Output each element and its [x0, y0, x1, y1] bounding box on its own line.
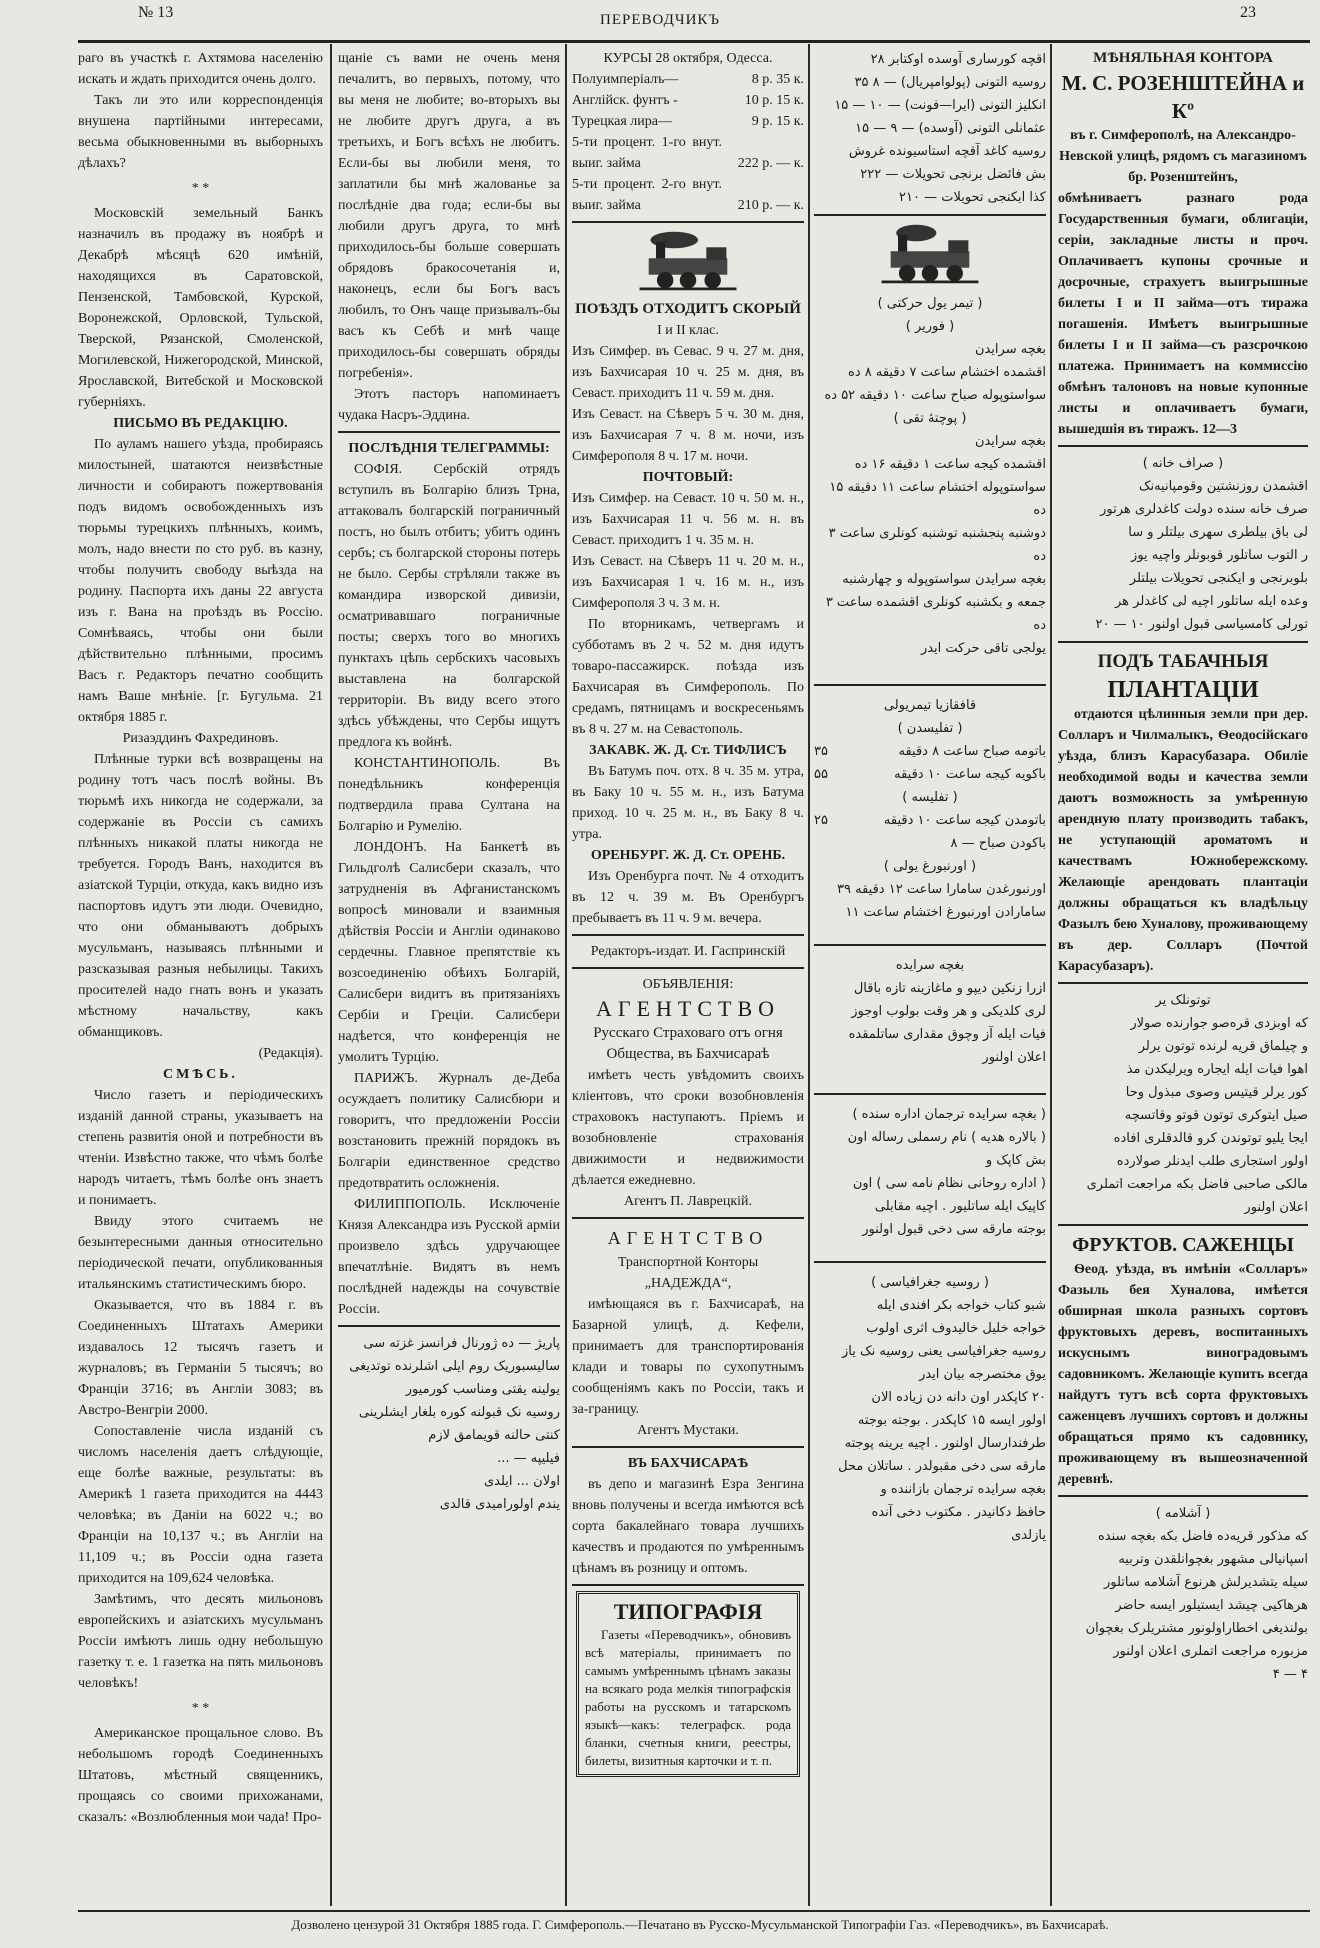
shop-text: въ депо и магазинѣ Езра Зенгина вновь получены и всегда имѣются всѣ сорта бакалейнаго товара лучшихъ качествъ и продаются по умѣреннымъ цѣнамъ въ розницу и оптомъ. — [572, 1477, 804, 1576]
tiflis-title: ЗАКАВК. Ж. Д. Ст. ТИФЛИСЪ — [589, 743, 787, 758]
ar-line: اولور استجاری طلب ایدنلر صولارده — [1116, 1154, 1308, 1169]
ad-title: М. С. РОЗЕНШТЕЙНА и Кº — [1061, 71, 1305, 123]
ar-line: روسیه التونی (پولوامپریال) — ۸ ۳۵ — [854, 75, 1046, 90]
train-class: I и II клас. — [657, 323, 719, 338]
ar-line: خواجه خلیل خالیدوف اثری اولوب — [866, 1321, 1046, 1336]
agency-name: „НАДЕЖДА“, — [644, 1276, 732, 1291]
ar-line: بغچه سرایده ترجمان بازاننده و — [880, 1482, 1046, 1497]
column-divider — [1050, 44, 1052, 1906]
ar-line: بغچه سرایدن — [974, 434, 1046, 449]
rate-name: Турецкая лира— — [572, 114, 672, 129]
postal-schedule: Изъ Севаст. на Сѣверъ 11 ч. 20 м. н., изъ Бахчисарая 1 ч. 16 м. н., изъ Симферополя 3 ч. 3 м. н. — [572, 554, 804, 611]
divider — [338, 1325, 560, 1327]
ar-row — [814, 740, 1046, 763]
ar-line: ازرا زنکین دیپو و ماغازینه تازه باقال — [853, 981, 1046, 996]
agency-sign: Агентъ Мустаки. — [637, 1423, 739, 1438]
divider — [572, 934, 804, 936]
ar-line: سیله یتشدیرلش هرنوع آشلامه ساتلور — [1104, 1575, 1308, 1590]
article-text: Замѣтимъ, что десять мильоновъ европейскихъ и азіатскихъ мусульманъ Россіи имѣютъ лишь одну небольшую газетку т. е. 1 газетка на пять мильоновъ человѣкъ! — [78, 1592, 323, 1691]
rate-value: 10 р. 15 к. — [744, 93, 804, 108]
agency-subtitle: Транспортной Конторы — [617, 1255, 759, 1270]
ar-line: باتومه صباح ساعت ۸ دقیقه — [898, 744, 1046, 759]
ar-line: عثمانلی التونی (آوسده) — ۹ — ۱۵ — [855, 121, 1046, 136]
ar-num: ۵۵ — [814, 767, 828, 782]
divider — [814, 684, 1046, 686]
postal-title: ПОЧТОВЫЙ: — [642, 470, 734, 485]
ad-title: ПОДЪ ТАБАЧНЫЯ — [1097, 651, 1269, 672]
ar-line: اورنبورغدن سامارا ساعت ۱۲ دقیقه ۳۹ — [837, 882, 1046, 897]
ar-line: یوق مختصرجه بیان ایدر — [919, 1367, 1046, 1382]
telegram: ФИЛИППОПОЛЬ. Исключеніе Князя Александра изъ Русской арміи произвело здѣсь удручающее впечатлѣніе. Видятъ въ немъ послѣдней надежды на сочувствіе Россіи. — [338, 1197, 560, 1317]
rate-value: 9 р. 15 к. — [751, 114, 804, 129]
divider — [572, 221, 804, 223]
locomotive-icon — [875, 222, 985, 286]
ar-ad — [1058, 989, 1308, 1219]
ar-line: مالکی صاحبی فاضل بکه مراجعت اتملری — [1086, 1177, 1308, 1192]
column-divider — [565, 44, 567, 1906]
ar-line: انکلیز التونی (ایرا—فونت) — ۱۰ — ۱۵ — [834, 98, 1046, 113]
ar-line: ( پوچتهٔ تقی ) — [893, 411, 967, 426]
ar-line: ( بغچه سرایده ترجمان اداره سنده ) — [852, 1107, 1046, 1122]
ar-line: اقشمدن روزنشتین وقومپانیه‌نک — [1138, 479, 1308, 494]
telegram: КОНСТАНТИНОПОЛЬ. Въ понедѣльникъ конференція подтвердила права Султана на Болгарію и Румелію. — [338, 756, 560, 834]
ar-line: روسیه نک قبولنه کوره بلغار ایشلرینی — [358, 1405, 560, 1420]
telegram: ЛОНДОНЪ. На Банкетѣ въ Гильдголѣ Салисбери сказалъ, что затрудненія въ Афганистанскомъ вопросѣ миновали и взаимныя дѣйствія Россіи и Англіи одинаково сердечны. Главное препятствіе къ возсоединенію обѣихъ Болгарій, Салисбери видитъ въ притязаніяхъ Сербіи и Греціи. Салисбери надѣется, что конференція не умолитъ Турцію. — [338, 840, 560, 1065]
ar-heading: ( تیمر یول حرکتی ) — [877, 296, 983, 311]
ar-heading: قافقازیا تیمریولی — [883, 698, 977, 713]
ar-heading: توتونلک یر — [1155, 993, 1211, 1008]
divider — [572, 1446, 804, 1448]
ad-title: МѢНЯЛЬНАЯ КОНТОРА — [1093, 50, 1273, 66]
train-title: ПОѢЗДЪ ОТХОДИТЪ СКОРЫЙ — [575, 301, 801, 317]
ar-ad — [1058, 1502, 1308, 1686]
divider — [814, 944, 1046, 946]
rate-row — [572, 69, 804, 90]
ar-line: ( بالاره هدیه ) نام رسملی رساله اون — [847, 1130, 1046, 1145]
ar-line: اولان ... ایلدی — [483, 1474, 560, 1489]
article-text: Плѣнные турки всѣ возвращены на родину тотъ часъ послѣ войны. Въ тюрьмѣ ихъ никогда не содержали, за содержаніе въ Россіи съ самихъ плѣнныхъ никакой платы никогда не требуется. Городъ Ванъ, находится въ азіатской Турціи, откуда, какъ видно изъ паспортовъ идутъ эти люди. Очевидно, что они обманываютъ добрыхъ мусульманъ, называясь плѣнными и разсказывая разныя небылицы. Такихъ просителей надо гнать вонъ и указать мѣстному начальству, какъ обманщиковъ. — [78, 752, 323, 1040]
issue-number: № 13 — [138, 4, 174, 21]
ar-line: کنتی حالنه قویمامق لازم — [428, 1428, 560, 1443]
column-2 — [338, 48, 560, 1516]
ar-heading: ( تفلیسدن ) — [897, 721, 963, 736]
ad-text: отдаются цѣлинныя земли при дер. Солларъ и Чилмалыкъ, Ѳеодосійскаго уѣзда, близъ Карасубазара. Обиліе необходимой воды и качества земли даютъ возможность за умѣренную арендную плату производить табакъ, не уступающій ароматомъ и качествамъ Южнобережскому. Желающіе арендовать плантаціи должны обращаться къ владѣльцу Фазылъ бею Хуналову, проживающему въ дер. Солларъ (Почтой Карасубазаръ). — [1058, 707, 1308, 974]
divider — [1058, 1495, 1308, 1497]
ar-line: لی باق بیلطری سهری بیلتلر و سا — [1128, 525, 1308, 540]
agency-text: имѣющаяся въ г. Бахчисараѣ, на Базарной улицѣ, д. Кефели, принимаетъ для транспортированія клади и товары по сухопутнымъ сообщеніямъ какъ по Россіи, такъ и за-границу. — [572, 1297, 804, 1417]
shop-title: ВЪ БАХЧИСАРАѢ — [627, 1456, 749, 1471]
article-text: Американское прощальное слово. Въ небольшомъ городѣ Соединенныхъ Штатовъ, мѣстный священникъ, прощаясь со своими прихожанами, сказалъ: «Возлюбленныя мои чада! Про- — [78, 1726, 323, 1825]
ar-line: که مذکور قریه‌ده فاضل بکه بغچه سنده — [1097, 1529, 1308, 1544]
ar-line: بغچه سرایدن — [974, 342, 1046, 357]
telegram: ПАРИЖЪ. Журналъ де-Деба осуждаетъ политику Салисбюри и говоритъ, что предложеніи Россіи возстановить прежній порядокъ въ Болгаріи единственное средство предотвратить осложненія. — [338, 1071, 560, 1191]
divider — [1058, 1224, 1308, 1226]
divider — [1058, 982, 1308, 984]
ar-row — [814, 763, 1046, 786]
editor-line: Редакторъ-издат. И. Гаспринскій — [590, 944, 786, 959]
agency-subtitle: Русскаго Страховаго отъ огня Общества, въ Бахчисараѣ — [593, 1025, 783, 1062]
postal-schedule: По вторникамъ, четвергамъ и субботамъ въ 2 ч. 52 м. дня идутъ товаро-пассажирск. поѣзда изъ Бахчисарая въ Симферополь. По средамъ, пятницамъ и воскресеньямъ въ 8 ч. 27 м. на Севастополь. — [572, 617, 804, 737]
ar-line: جمعه و بکشنبه کونلری اقشمده ساعت ۳ ده — [825, 595, 1046, 633]
telegram: СОФІЯ. Сербскій отрядъ вступилъ въ Болгарію близъ Трна, аттаковалъ болгарскій пограничный постъ, но былъ отбитъ; убитъ одинъ сербъ; съ болгарской стороны потерь не было. Сербы стрѣляли также въ командира изворской дивизіи, осматривавшаго пограничные посты; сверхъ того во многихъ пунктахъ цѣпь сербскихъ часовыхъ выставлена на болгарской территоріи. Въ виду всего этого здѣсь убѣждены, что Сербы ищутъ предлога къ войнѣ. — [338, 462, 560, 750]
ar-line: حافظ دکانیدر . مکتوب دخی آنده — [871, 1505, 1046, 1520]
ar-heading: ( تفلیسه ) — [902, 790, 958, 805]
divider — [814, 1261, 1046, 1263]
ar-line: بش کاپک و — [985, 1153, 1046, 1168]
ad-title: ФРУКТОВ. САЖЕНЦЫ — [1072, 1234, 1294, 1256]
ar-line: باکویه کیجه ساعت ۱۰ دقیقه — [894, 767, 1046, 782]
divider — [572, 1584, 804, 1586]
column-3 — [572, 48, 804, 1781]
divider — [814, 1093, 1046, 1095]
rate-row — [572, 132, 804, 174]
rates-title: КУРСЫ 28 октября, Одесса. — [603, 51, 773, 66]
column-1 — [78, 48, 323, 1828]
train-schedule: Изъ Севаст. на Сѣверъ 5 ч. 30 м. дня, изъ Бахчисарая 7 ч. 8 м. ночи, изъ Симферополя 8 ч. 17 м. ночи. — [572, 407, 804, 464]
ar-line: لری کلدیکی و هر وقت بولوب اوجوز — [851, 1004, 1046, 1019]
rate-name: Полуимперіалъ— — [572, 72, 679, 87]
column-divider — [330, 44, 332, 1906]
orenburg-schedule: Изъ Оренбурга почт. № 4 отходитъ въ 12 ч. 39 м. Въ Оренбургъ пребываетъ въ 11 ч. 9 м. вечера. — [572, 869, 804, 926]
ar-line: روسیه جغرافیاسی یعنی روسیه نک یاز — [841, 1344, 1046, 1359]
ar-line: ۲۰ کاپکدر اون دانه دن زیاده الان — [871, 1390, 1046, 1405]
ar-line: صرف خانه سنده دولت کاغدلری هرتور — [1100, 502, 1308, 517]
typography-text: Газеты «Переводчикъ», обновивъ всѣ матеріалы, принимаетъ по самымъ умѣреннымъ цѣнамъ заказы на всякаго рода мелкія типографскія работы на русскомъ и татарскомъ языкѣ—какъ: телеграфск. рода бланки, счетныя книги, реестры, билеты, визитныя карточки и т. п. — [585, 1627, 791, 1768]
ar-heading: ( روسیه جغرافیاسی ) — [871, 1275, 989, 1290]
page-number: 23 — [1240, 4, 1256, 21]
column-4 — [814, 48, 1046, 1547]
article-text: Московскій земельный Банкъ назначилъ въ продажу въ ноябрѣ и Декабрѣ мѣсяцѣ 620 имѣній, находящихся въ Саратовской, Пензенской, Тамбовской, Курской, Воронежской, Орловской, Тульской, Тверской, Рязанской, Смоленской, Могилевской, Нижегородской, Минской, Ярославской, Витебской и Московской губерніяхъ. — [78, 206, 323, 410]
ar-line: طرفندارسال اولنور . اچیه یرینه پوجته — [844, 1436, 1046, 1451]
article-text: По ауламъ нашего уѣзда, пробираясь милостыней, шатаются неизвѣстные личности и собираютъ пожертвованія подъ видомъ освобожденныхъ изъ тюрьмы турецкихъ плѣнныхъ, коимъ, молъ, надо внести по сто руб. въ казну, чтобы получить свободу выѣзда на родину. Паспорта ихъ даны 22 августа изъ г. Вана на проѣздъ въ Россію. Сомнѣваясь, чтобы они были дѣйствительно плѣнными, просимъ Васъ г. Редакторъ печатно сообщить намъ Ваше мнѣніе. [г. Бугульма. 21 октября 1885 г. — [78, 437, 323, 725]
ar-line: اقشمده کیجه ساعت ۱ دقیقه ۱۶ ده — [854, 457, 1046, 472]
ar-line: ( اداره روحانی نظام نامه سی ) اون — [852, 1176, 1046, 1191]
rate-value: 210 р. — к. — [737, 198, 804, 213]
ar-line: پاریژ — ده ژورنال فرانسز غزته سی — [363, 1336, 560, 1351]
censorship-footer: Дозволено цензурой 31 Октября 1885 года. Г. Симферополь.—Печатано въ Русско-Мусульманской Типографіи Газ. «Переводчикъ», въ Бахчисараѣ. — [291, 1917, 1109, 1932]
article-text: Этотъ пасторъ напоминаетъ чудака Насръ-Эддина. — [338, 387, 560, 423]
article-text: Сопоставленіе числа изданій съ числомъ населенія даетъ слѣдующіе, еще болѣе важные, результаты: въ Америкѣ 1 газета приходится на 4443 человѣка; въ Даніи на 6022 ч.; во Франціи на 10,137 ч.; въ Англіи на 11,109 ч.; въ Россіи одна газета приходится на 109,624 человѣка. — [78, 1424, 323, 1586]
ar-line: یولجی تاقی حرکت ایدر — [920, 641, 1046, 656]
ar-num: ۲۵ — [814, 813, 828, 828]
column-divider — [808, 44, 810, 1906]
article-text: Число газетъ и періодическихъ изданій данной страны, указываетъ на степень развитія оной и потребности въ чтеніи. Извѣстно также, что чѣмъ болѣе народъ читаетъ, тѣмъ болѣе онъ знаетъ и понимаетъ. — [78, 1088, 323, 1208]
ar-heading: ( صراف خانه ) — [1142, 456, 1224, 471]
ar-line: اقشمده اختشام ساعت ۷ دقیقه ۸ ده — [848, 365, 1046, 380]
agency-title: АГЕНТСТВО — [595, 996, 781, 1021]
ar-line: فیات ایله آز وچوق مقداری ساتلمقده — [848, 1027, 1046, 1042]
ar-row — [814, 809, 1046, 832]
agency-title: АГЕНТСТВО — [607, 1228, 769, 1248]
rate-row — [572, 90, 804, 111]
article-text: Ввиду этого считаемъ не безынтересными данныя относительно періодической печати, опубликованныя итальянскимъ статистическимъ бюро. — [78, 1214, 323, 1292]
rate-name: 5-ти процент. 1-го внут. выиг. займа — [572, 135, 722, 171]
ads-title: ОБЪЯВЛЕНІЯ: — [642, 977, 734, 992]
ar-line: تورلی کامسیاسی قبول اولنور ۱۰ — ۲۰ — [1095, 617, 1308, 632]
ar-heading: ( اورنبورغ یولی ) — [883, 859, 977, 874]
ar-line: باتومدن کیجه ساعت ۱۰ دقیقه — [883, 813, 1046, 828]
footer-rule — [78, 1910, 1310, 1912]
typography-title: ТИПОГРАФІЯ — [613, 1599, 763, 1624]
signature: Ризаэддинъ Фахрединовъ. — [122, 731, 279, 746]
ottoman-telegram — [338, 1332, 560, 1516]
rate-row — [572, 174, 804, 216]
ar-line: یازلدی — [1011, 1528, 1046, 1543]
train-schedule: Изъ Симфер. въ Севас. 9 ч. 27 м. дня, изъ Бахчисарая 10 ч. 25 м. дня, въ Севаст. приходитъ 11 ч. 59 м. дня. — [572, 344, 804, 401]
section-heading: ПОСЛѢДНІЯ ТЕЛЕГРАММЫ: — [348, 441, 550, 456]
rate-name: 5-ти процент. 2-го внут. выиг. займа — [572, 177, 722, 213]
typography-ad — [576, 1591, 800, 1777]
ad-subtitle: въ г. Симферополѣ, на Александро-Невской улицѣ, рядомъ съ магазиномъ бр. Розенштейнъ, — [1059, 128, 1307, 185]
ar-line: وعده ایله ساتلور اچیه لی کاغدلر هر — [1114, 594, 1308, 609]
ar-line: بغچه سرایدن سواستوپوله و چهارشنبه — [842, 572, 1046, 587]
postal-schedule: Изъ Симфер. на Севаст. 10 ч. 50 м. н., изъ Бахчисарая 11 ч. 56 м. н. въ Севаст. приходитъ 1 ч. 35 м. н. — [572, 491, 804, 548]
divider — [572, 1217, 804, 1219]
ar-line: یندم اولورامیدی قالدی — [439, 1497, 560, 1512]
ar-line: کاپیک ایله ساتلیور . اچیه مقابلی — [874, 1199, 1046, 1214]
locomotive-icon — [633, 229, 743, 293]
ar-line: کور یرلر قیتیس وصوی مبذول وحا — [1125, 1085, 1308, 1100]
ar-line: باکودن صباح — ۸ — [950, 836, 1046, 851]
ar-num: ۳۵ — [814, 744, 828, 759]
divider — [1058, 445, 1308, 447]
ar-line: شبو کتاب خواجه بکر افندی ایله — [876, 1298, 1046, 1313]
ar-line: سواستوپوله صباح ساعت ۱۰ دقیقه ۵۲ ده — [824, 388, 1046, 403]
ad-text: обмѣниваетъ разнаго рода Государственныя бумаги, облигаціи, серіи, закладные листы и проч. Оплачиваетъ купоны срочные и досрочные, страхуетъ выигрышные билеты I и II займа—отъ тиража погашенія. Имѣетъ выигрышные билеты I и II займа—съ разсрочкою платежа. Принимаетъ на коммиссію обмѣнъ талоновъ на новые купонные листы и оплачиваетъ бумаги, вышедшія въ тиражъ. 12—3 — [1058, 191, 1308, 437]
ar-line: یولینه یقتی ومناسب کورمیور — [405, 1382, 560, 1397]
separator: * * — [191, 1701, 210, 1716]
ar-line: که اوبزدی قره‌صو جوارنده صولار — [1130, 1016, 1308, 1031]
ar-line: و چیلماق قریه لرنده توتون یرلر — [1138, 1039, 1308, 1054]
rate-name: Англійск. фунтъ - — [572, 93, 678, 108]
ar-line: سامارادن اورنبورغ اختشام ساعت ۱۱ — [845, 905, 1046, 920]
section-heading: СМѢСЬ. — [163, 1067, 238, 1082]
ar-line: هرهاکیی چیشد ایستیلور ایسه حاضر — [1115, 1598, 1308, 1613]
ar-line: دوشنبه پنجشنبه توشنبه کونلری ساعت ۳ ده — [828, 526, 1046, 564]
article-text: Такъ ли это или корреспонденція внушена партійными интересами, весьма обыкновенными въ выборныхъ дѣлахъ? — [78, 93, 323, 171]
column-5 — [1058, 48, 1308, 1686]
ad-text: Ѳеод. уѣзда, въ имѣніи «Солларъ» Фазыль бея Хуналова, имѣется обширная школа разныхъ сортовъ фруктовыхъ деревъ, воспитанныхъ искуснымъ виноградовымъ садовникомъ. Желающіе купить всегда найдутъ тутъ всѣ сорта фруктовыхъ саженцевъ лучшихъ сортовъ и должны обращаться прямо къ садовнику, проживающему въ вышеозначенной деревнѣ. — [1058, 1262, 1308, 1487]
ar-ad — [1058, 452, 1308, 636]
ar-line: روسیه کاغد آقچه استاسیونده غروش — [848, 144, 1046, 159]
ar-line: اهوا فیات ایله ایجاره ویرلیکدن مذ — [1126, 1062, 1308, 1077]
ar-line: ر التوب ساتلور قوبونلر واچیه یوز — [1131, 548, 1308, 563]
ar-line: بولندیغی اخطاراولونور مشتریلرک بغچوان — [1085, 1621, 1308, 1636]
tiflis-schedule: Въ Батумъ поч. отх. 8 ч. 35 м. утра, въ Баку 10 ч. 55 м. н., изъ Батума приход. 10 ч. 25 м. н., въ Баку 8 ч. утра. — [572, 764, 804, 842]
article-text: щаніе съ вами не очень меня печалитъ, во первыхъ, потому, что вы меня не любите; во-вторыхъ вы не любите другъ друга, а въ третьихъ, и Богъ всѣхъ не любитъ. Если-бы вы любили меня, то заплатили бы мнѣ жалованье за послѣдніе два года; если-бы вы любили другъ друга, то мнѣ приходилось-бы больше совершать обрядовъ бракосочетанія и, наконецъ, если бы Богъ васъ любилъ, то Онъ чаще призывалъ-бы васъ къ Себѣ и мнѣ чаще приходилось-бы совершать обряды погребенія». — [338, 51, 560, 381]
header-rule — [78, 40, 1310, 43]
rate-value: 8 р. 35 к. — [751, 72, 804, 87]
divider — [814, 214, 1046, 216]
ar-line: مزبوره مراجعت اتملری اعلان اولنور — [1113, 1644, 1308, 1659]
article-text: Оказывается, что въ 1884 г. въ Соединенныхъ Штатахъ Америки издавалось 12 тысячъ газетъ и журналовъ; въ Германіи 5 тысячъ; во Франціи 3716; въ Англіи 3083; въ Австро-Венгріи 2000. — [78, 1298, 323, 1418]
ar-line: اقچه کورساری آوسده اوکتابر ۲۸ — [870, 52, 1046, 67]
orenburg-title: ОРЕНБУРГ. Ж. Д. Ст. ОРЕНБ. — [590, 848, 786, 863]
rate-value: 222 р. — к. — [737, 156, 804, 171]
ar-line: بلوبرنجی و ایکنجی تحویلات بیلتلر — [1129, 571, 1308, 586]
ar-heading: ( آشلامه ) — [1155, 1506, 1211, 1521]
agency-sign: Агентъ П. Лаврецкій. — [623, 1194, 753, 1209]
ar-line: ۴ — ۴ — [1272, 1667, 1308, 1682]
ar-line: کذا ایکنجی تحویلات — ۲۱۰ — [898, 190, 1046, 205]
ar-line: اسپانیالی مشهور بغچوانلقدن وتربیه — [1118, 1552, 1308, 1567]
ar-line: بش فائضل برنجی تحویلات — ۲۲۲ — [860, 167, 1046, 182]
divider — [1058, 641, 1308, 643]
article-text: раго въ участкѣ г. Ахтямова населенію искать и ждать приходится очень долго. — [78, 51, 323, 87]
ar-line: اعلان اولنور — [1244, 1200, 1308, 1215]
ar-line: سواستوپوله اختشام ساعت ۱۱ دقیقه ۱۵ ده — [829, 480, 1046, 518]
ar-heading: بغچه سرایده — [895, 958, 965, 973]
divider — [572, 967, 804, 969]
ar-line: سالیسبوریک روم ایلی اشلرنده توتدیغی — [349, 1359, 560, 1374]
ar-line: اولور ایسه ۱۵ کاپکدر . بوجته بوجته — [857, 1413, 1046, 1428]
newspaper-title: ПЕРЕВОДЧИКЪ — [600, 12, 720, 28]
ar-line: فیلیپه — ... — [497, 1451, 560, 1466]
ar-line: ایجا یلیو توتوندن کرو قالدقلری افاده — [1113, 1131, 1308, 1146]
separator: * * — [191, 181, 210, 196]
divider — [338, 431, 560, 433]
ar-line: اعلان اولنور — [982, 1050, 1046, 1065]
signature: (Редакція). — [258, 1046, 323, 1061]
agency-text: имѣетъ честь увѣдомить своихъ кліентовъ, что сроки возобновленія страховокъ наступаютъ. Пріемъ и возобновленіе страхованія движимости и недвижимости дѣлается ежедневно. — [572, 1068, 804, 1188]
ar-line: بوجته مارقه سی دخی قبول اولنور — [862, 1222, 1046, 1237]
ar-line: مارقه سی دخی مقبولدر . ساتلان محل — [838, 1459, 1046, 1474]
rate-row — [572, 111, 804, 132]
ad-title: ПЛАНТАЦІИ — [1107, 677, 1259, 703]
ar-heading: ( فوریر ) — [905, 319, 955, 334]
section-heading: ПИСЬМО ВЪ РЕДАКЦІЮ. — [113, 416, 288, 431]
ar-line: صیل ایتوکری توتون قوتو وقاتسچه — [1124, 1108, 1308, 1123]
